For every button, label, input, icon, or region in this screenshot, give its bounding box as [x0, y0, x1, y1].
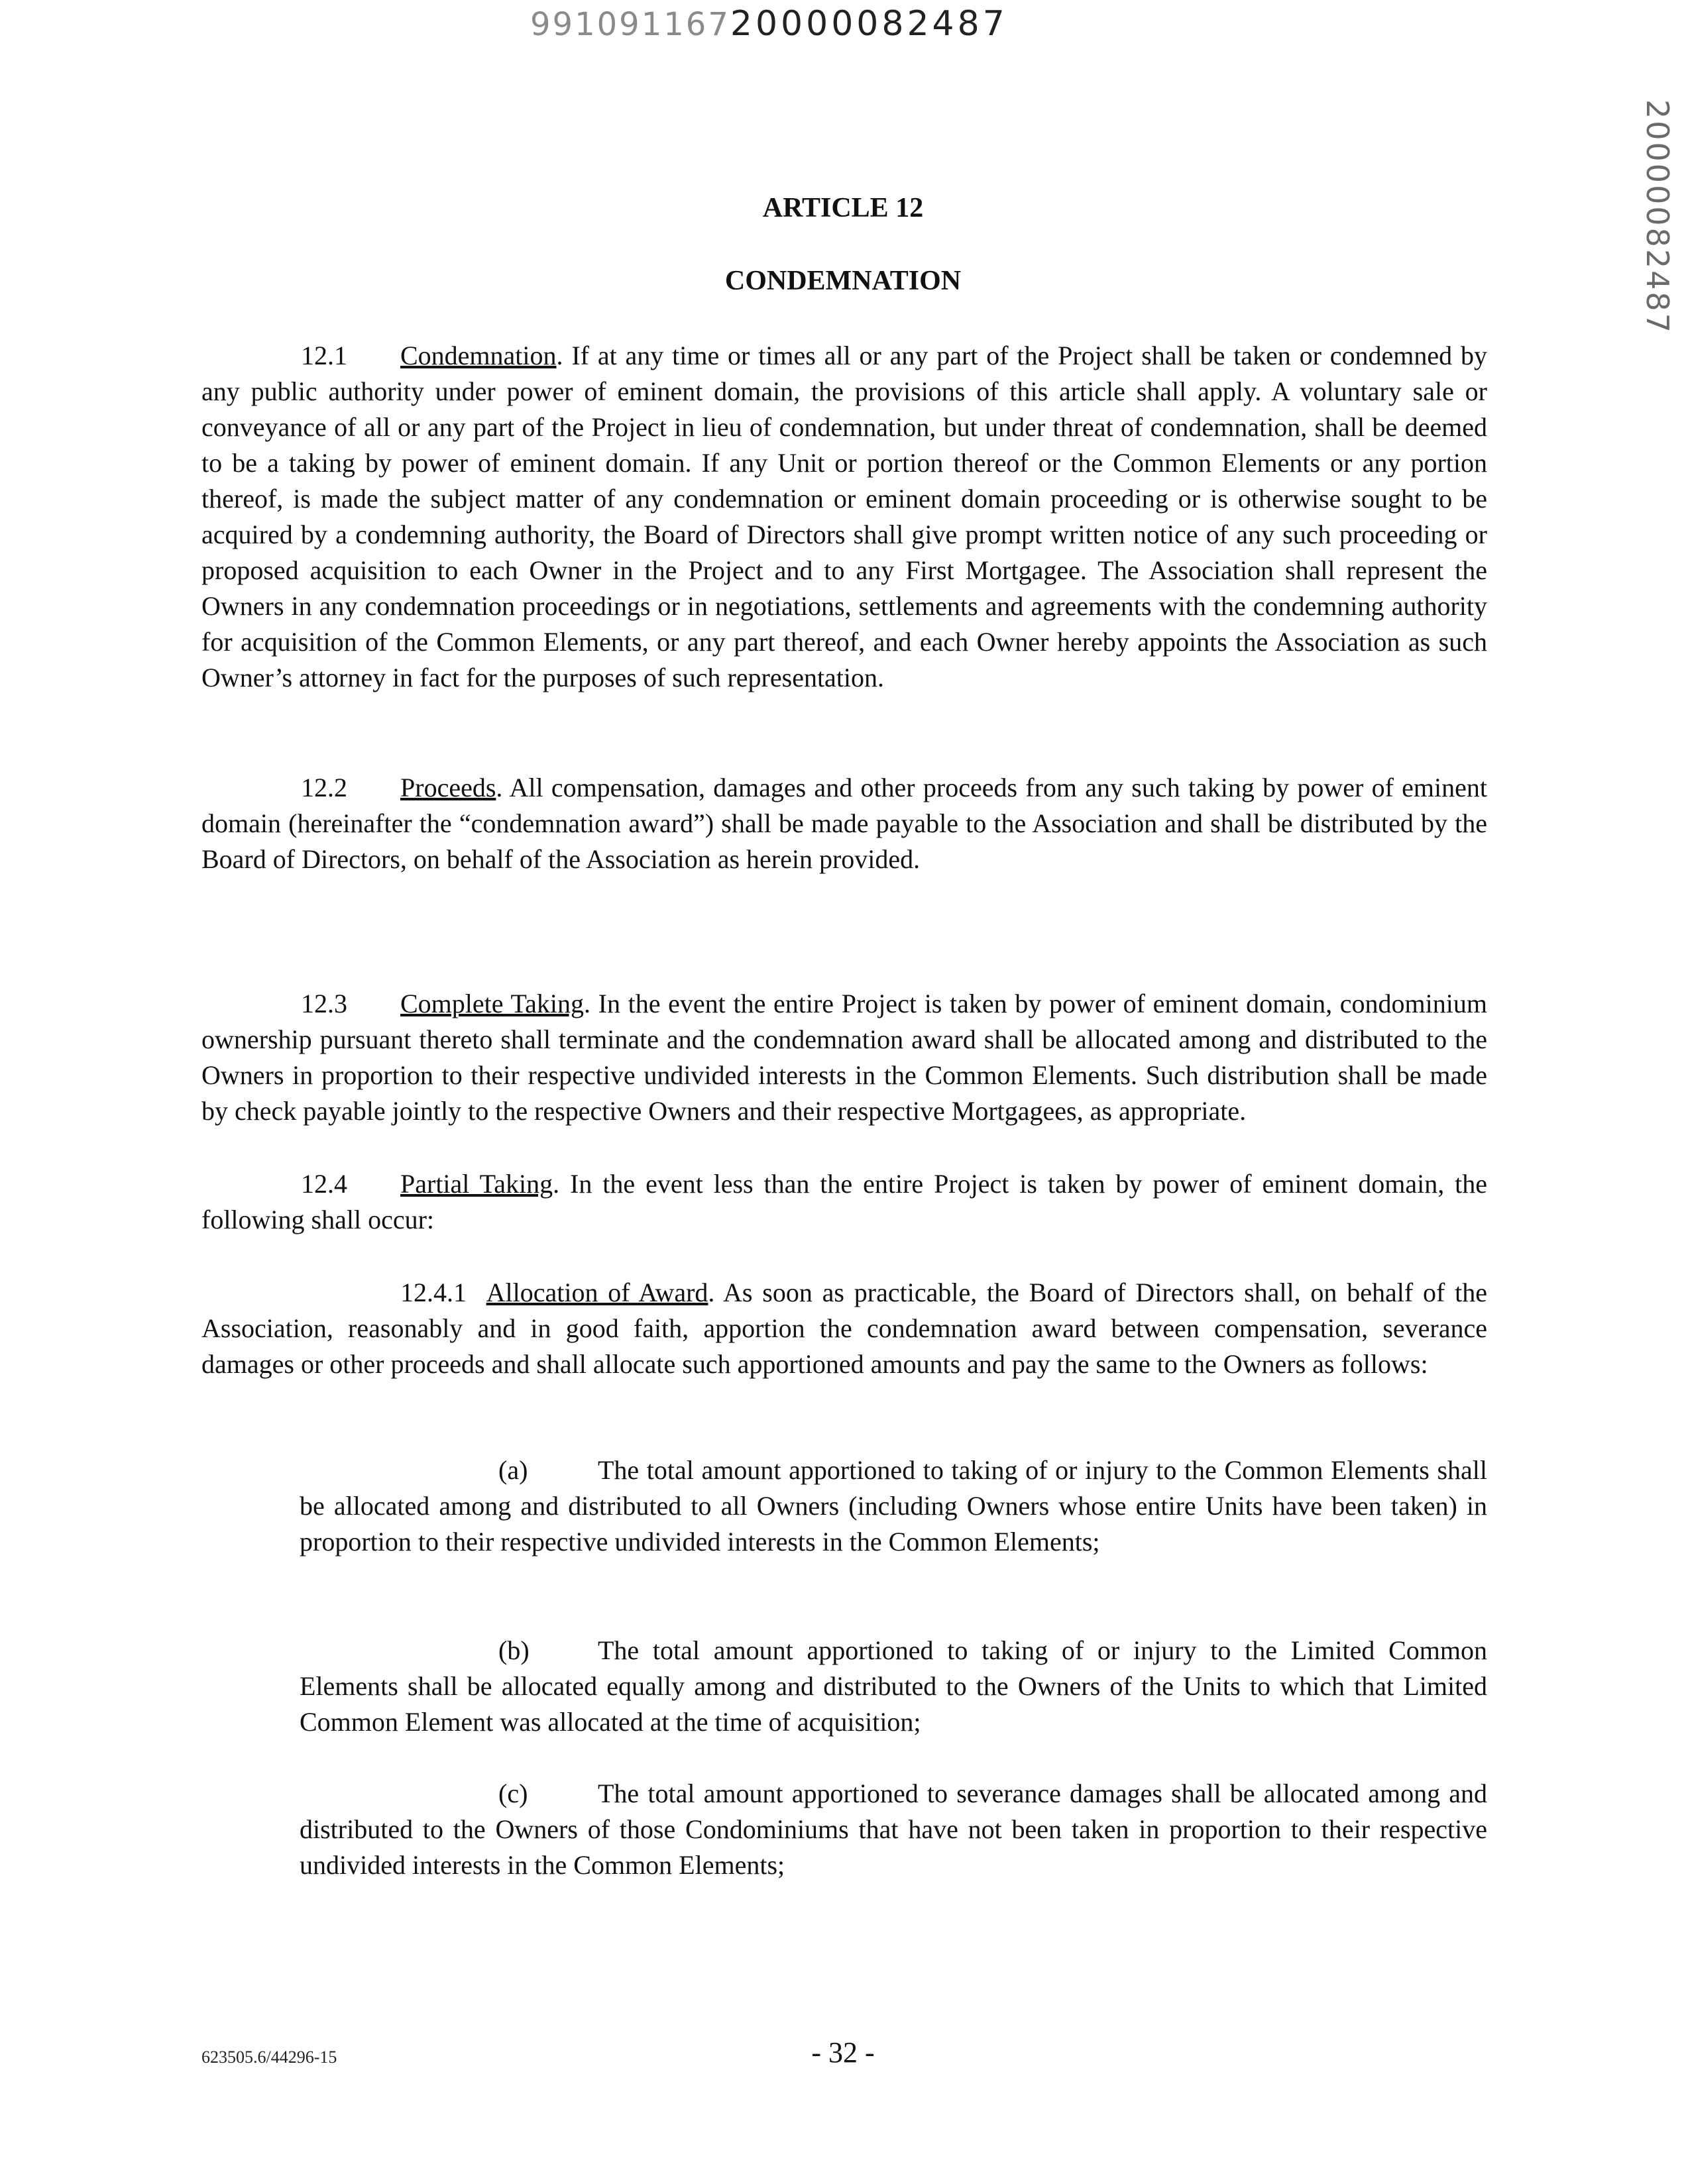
section-12-3 — [201, 986, 1487, 1129]
item-text: The total amount apportioned to severance damages shall be allocated among and distributed to the Owners of those Condominiums that have not been taken in proportion to their respective undivided interests in the Common Elements; — [300, 1778, 1487, 1880]
section-title: Partial Taking — [400, 1169, 553, 1199]
page-number: - 32 - — [811, 2036, 875, 2069]
item-c — [300, 1776, 1487, 1883]
item-b — [300, 1633, 1487, 1740]
item-a — [300, 1452, 1487, 1560]
recording-stamp — [530, 4, 1008, 44]
section-12-1 — [201, 338, 1487, 696]
item-text: The total amount apportioned to taking of or injury to the Common Elements shall be allocated among and distributed to all Owners (including Owners whose entire Units have been taken) in proportion to their respective undivided interests in the Common Elements; — [300, 1455, 1487, 1556]
section-12-4-1 — [201, 1275, 1487, 1382]
section-text: . If at any time or times all or any part of the Project shall be taken or condemned by any public authority under power of eminent domain, the provisions of this article shall apply. A voluntary sale or conveyance of all or any part of the Project in lieu of condemnation, but under threat of condemnation, shall be deemed to be a taking by power of eminent domain. If any Unit or portion thereof or the Common Elements or any portion thereof, is made the subject matter of any condemnation or eminent domain proceeding or is otherwise sought to be acquired by a condemning authority, the Board of Directors shall give prompt written notice of any such proceeding or proposed acquisition to each Owner in the Project and to any First Mortgagee. The Association shall represent the Owners in any condemnation proceedings or in negotiations, settlements and agreements with the condemning authority for acquisition of the Common Elements, or any part thereof, and each Owner hereby appoints the Association as such Owner’s attorney in fact for the purposes of such representation. — [201, 341, 1487, 692]
section-number: 12.2 — [301, 773, 347, 802]
section-number: 12.4.1 — [400, 1278, 467, 1307]
side-recording-number: 20000082487 — [1640, 99, 1675, 335]
recording-number: 20000082487 — [730, 4, 1008, 44]
item-label: (a) — [498, 1455, 528, 1485]
section-number: 12.3 — [301, 989, 347, 1018]
section-12-2 — [201, 770, 1487, 877]
section-title: Condemnation — [400, 341, 557, 370]
item-text: The total amount apportioned to taking of or injury to the Limited Common Elements shall be allocated equally among and distributed to the Owners of the Units to which that Limited Common Element was allocated at the time of acquisition; — [300, 1635, 1487, 1737]
document-id: 623505.6/44296-15 — [201, 2048, 337, 2067]
stamp-ghost-number: 991091167 — [530, 6, 730, 43]
item-label: (c) — [498, 1778, 528, 1808]
section-text: . As soon as practicable, the Board of Directors shall, on behalf of the Association, reasonably and in good faith, apportion the condemnation award between compensation, severance damages or other proceeds and shall allocate such apportioned amounts and pay the same to the Owners as follows: — [201, 1278, 1488, 1379]
section-text: . All compensation, damages and other proceeds from any such taking by power of eminent domain (hereinafter the “condemnation award”) shall be made payable to the Association and shall be distributed by the Board of Directors, on behalf of the Association as herein provided. — [201, 773, 1487, 874]
section-number: 12.1 — [301, 341, 347, 370]
section-12-4 — [201, 1166, 1487, 1238]
article-title: CONDEMNATION — [724, 266, 962, 296]
section-title: Allocation of Award — [486, 1278, 708, 1307]
section-text: . In the event the entire Project is taken by power of eminent domain, condominium ownership pursuant thereto shall terminate and the condemnation award shall be allocated among and distributed to the Owners in proportion to their respective undivided interests in the Common Elements. Such distribution shall be made by check payable jointly to the respective Owners and their respective Mortgagees, as appropriate. — [201, 989, 1487, 1126]
section-number: 12.4 — [301, 1169, 347, 1199]
section-text: . In the event less than the entire Project is taken by power of eminent domain, the following shall occur: — [201, 1169, 1487, 1234]
item-label: (b) — [498, 1635, 530, 1665]
article-number-heading: ARTICLE 12 — [762, 193, 924, 223]
section-title: Complete Taking — [400, 989, 584, 1018]
section-title: Proceeds — [400, 773, 496, 802]
